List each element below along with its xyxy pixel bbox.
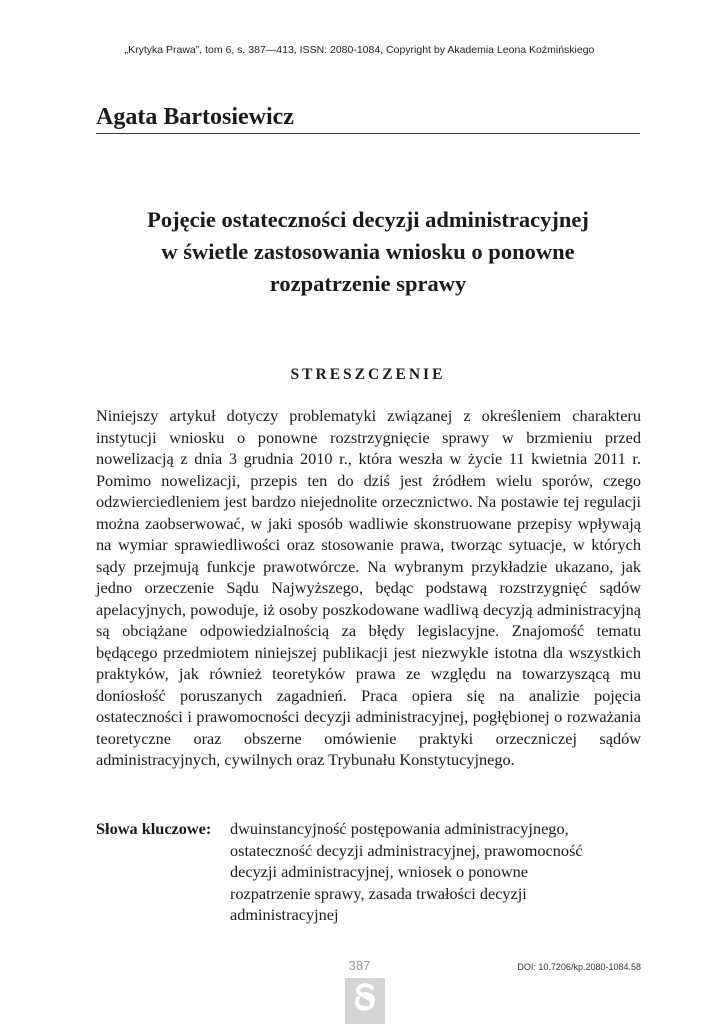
abstract-heading: STRESZCZENIE [290,366,446,383]
doi-label: DOI: 10.7206/kp.2080-1084.58 [517,962,641,972]
keyword-line: administracyjnej [230,905,339,924]
page-number: 387 [348,958,371,973]
keyword-line: decyzji administracyjnej, wniosek o ponowne [230,862,528,881]
keywords-label: Słowa kluczowe: [96,819,212,838]
keyword-line: rozpatrzenie sprawy, zasada trwałości decyzji [230,883,527,903]
journal-citation-header: „Krytyka Prawa”, tom 6, s. 387—413, ISSN: 2080-1084, Copyright by Akademia Leona Koźmińskiego [124,44,595,56]
section-mark-icon [345,978,385,1024]
title-line: Pojęcie ostateczności decyzji administracyjnej [147,207,589,232]
abstract-text: Niniejszy artykuł dotyczy problematyki związanej z określeniem charakteru instytucji wniosku o ponowne rozstrzygnięcie sprawy w brzmieniu przed nowelizacją z dnia 3 grudnia 2010 r., która weszła w życie 11 kwietnia 2011 r. Pomimo nowelizacji, przepis ten do dziś jest źródłem wielu sporów, czego odzwierciedleniem jest bardzo niejednolite orzecznictwo. Na postawie tej regulacji można zaobserwować, w jaki sposób wadliwie skonstruowane przepisy wpływają na wymiar sprawiedliwości oraz stosowanie prawa, tworząc sytuacje, w których sądy przejmują funkcje prawotwórcze. Na wybranym przykładzie ukazano, jak jedno orzeczenie Sądu Najwyższego, będąc podstawą rozstrzygnięć sądów apelacyjnych, powoduje, iż osoby poszkodowane wadliwą decyzją administracyjną są obciążane odpowiedzialnością za błędy legislacyjne. Znajomość tematu będącego przedmiotem niniejszej publikacji jest niezwykle istotna dla wszystkich praktyków, jak również teoretyków prawa ze względu na towarzyszącą mu doniosłość poruszanych zagadnień. Praca opiera się na analizie pojęcia ostateczności i prawomocności decyzji administracyjnej, pogłębionej o rozważania teoretyczne oraz obszerne omówienie praktyki orzeczniczej sądów administracyjnych, cywilnych oraz Trybunału Konstytucyjnego. [96,406,641,769]
title-line: w świetle zastosowania wniosku o ponowne [161,239,575,264]
author-name: Agata Bartosiewicz [96,104,640,134]
keyword-line: dwuinstancyjność postępowania administracyjnego, [230,819,569,838]
title-line: rozpatrzenie sprawy [269,271,467,296]
keywords-list [230,818,630,926]
article-title [96,204,640,300]
keyword-line: ostateczność decyzji administracyjnej, prawomocność [230,840,583,860]
